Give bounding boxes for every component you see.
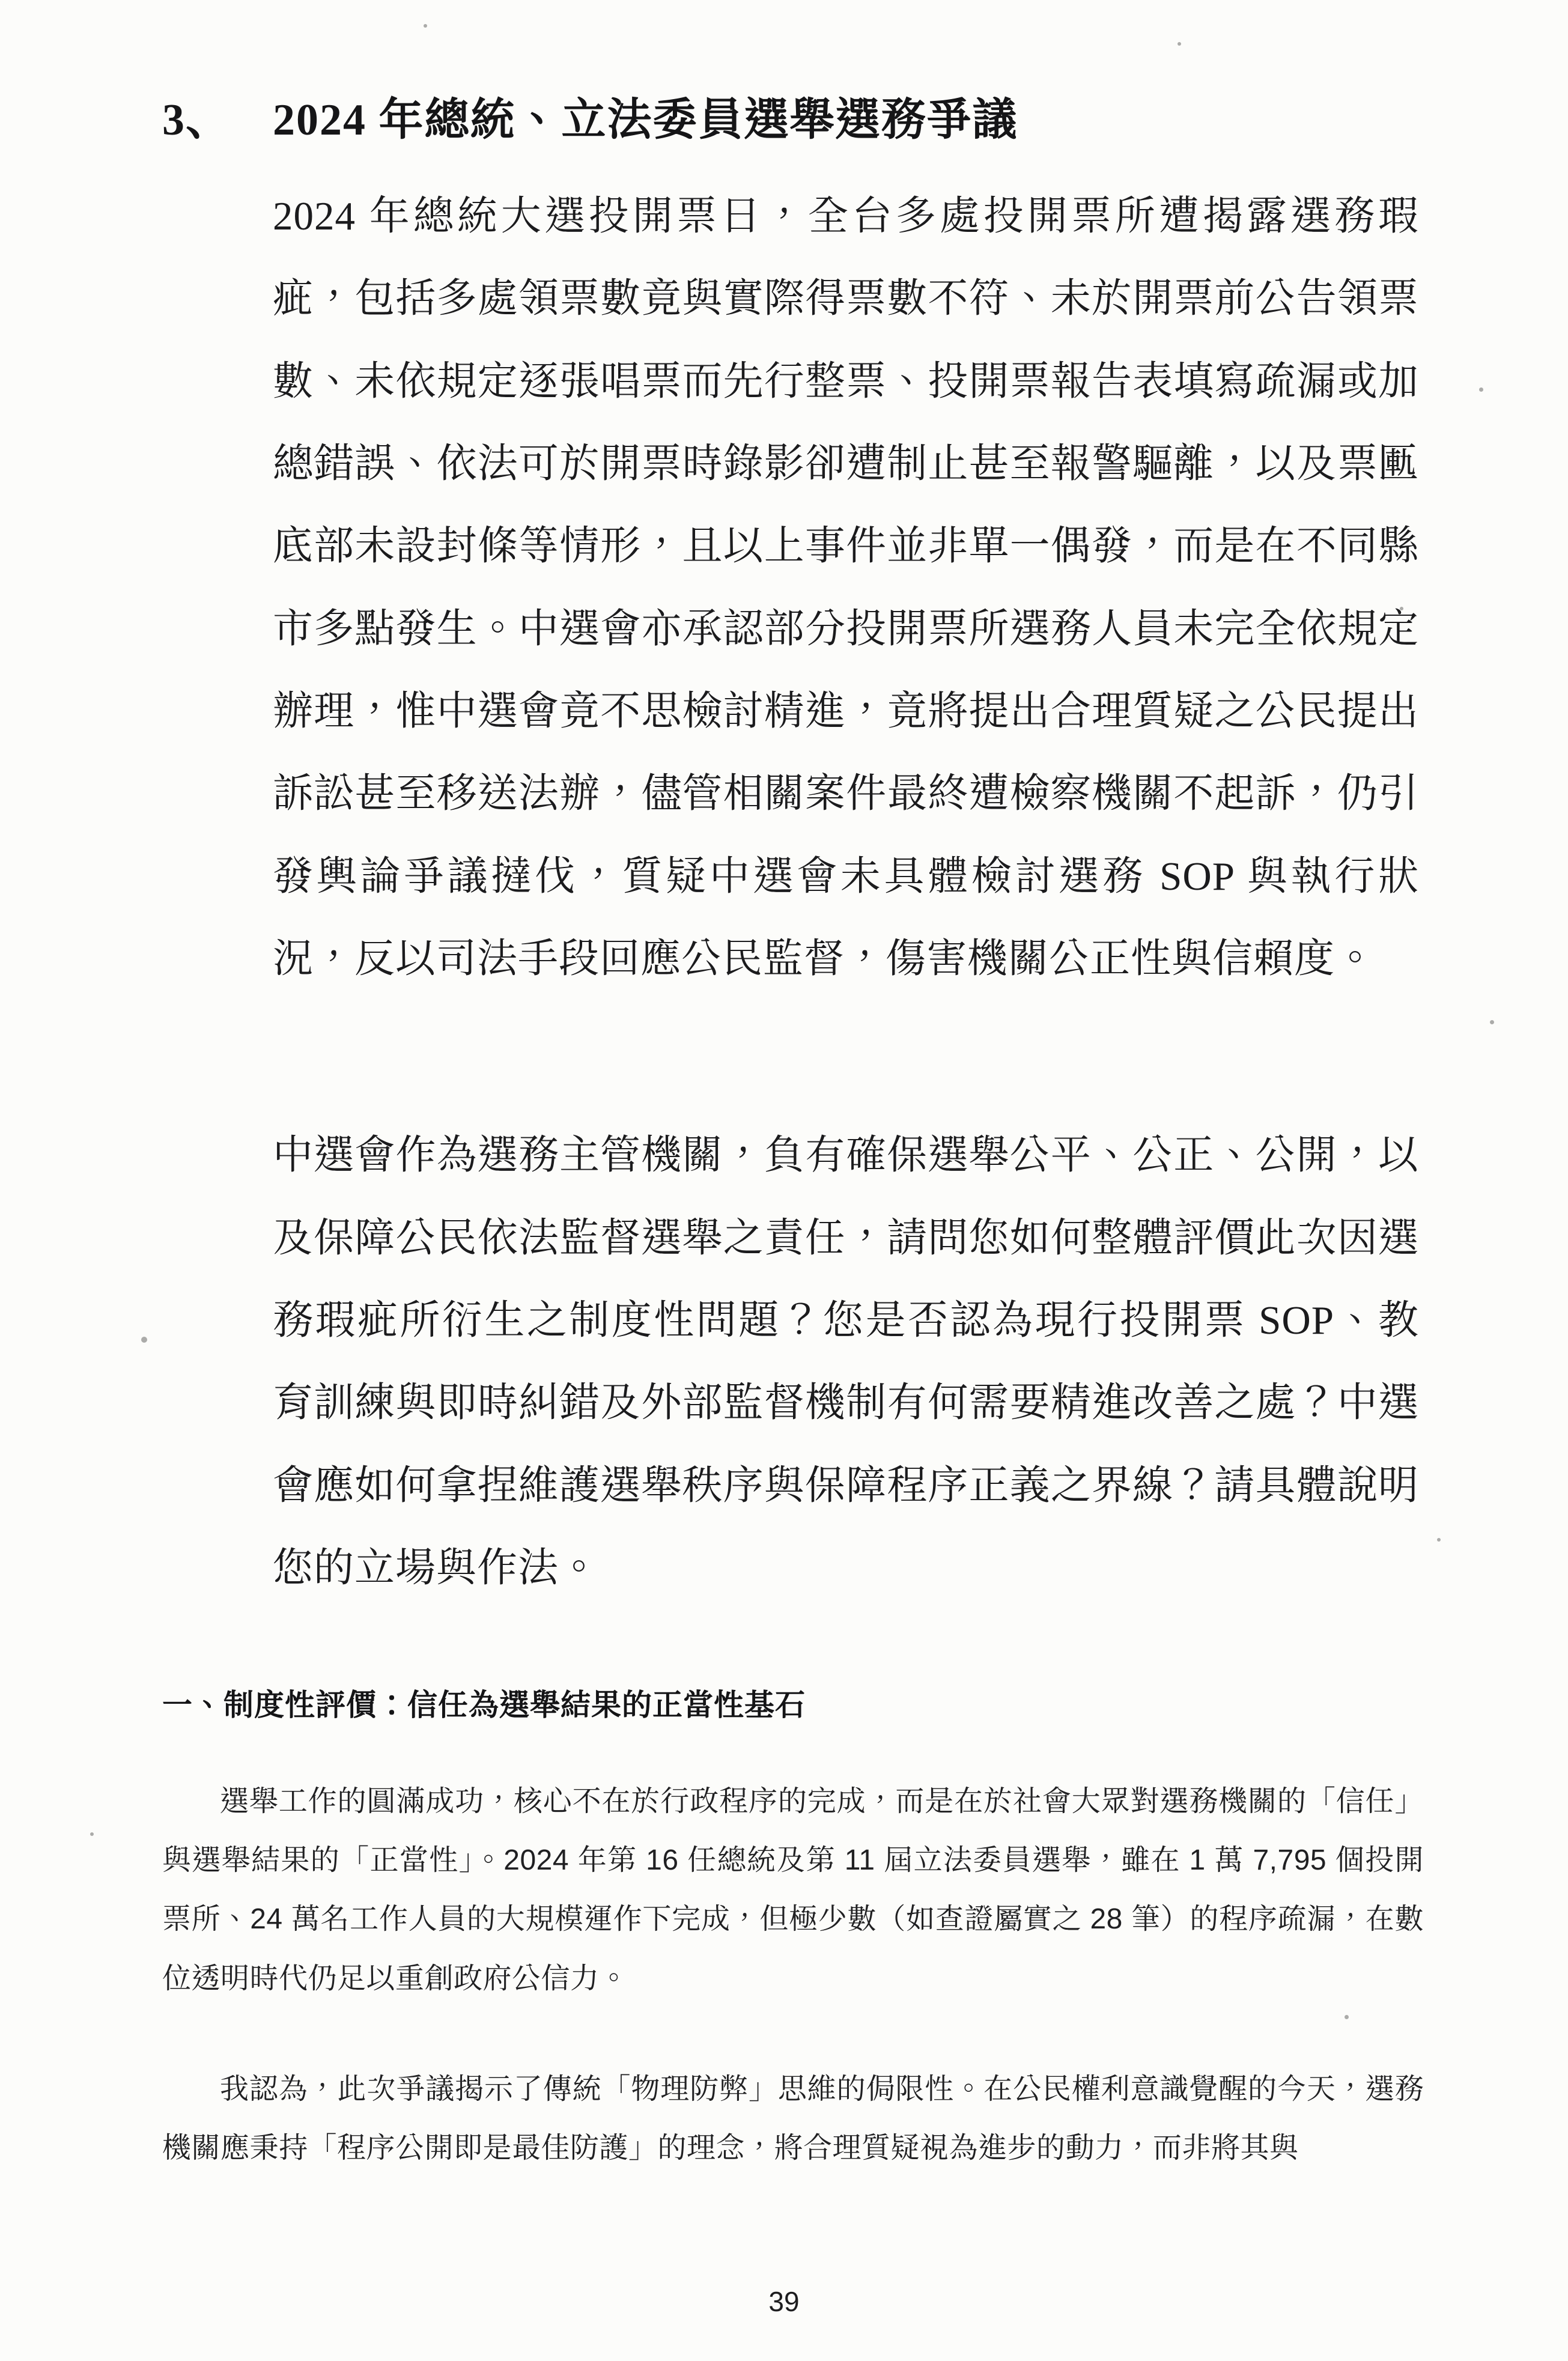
scan-speckle	[1479, 387, 1483, 392]
scan-speckle	[1075, 384, 1079, 388]
scan-speckle	[1178, 42, 1181, 46]
scan-speckle	[90, 1832, 94, 1836]
section-number: 3、	[162, 96, 231, 145]
question-paragraph-1: 2024 年總統大選投開票日，全台多處投開票所遭揭露選務瑕疵，包括多處領票數竟與實際得票數不符、未於開票前公告領票數、未依規定逐張唱票而先行整票、投開票報告表填寫疏漏或加總錯誤、依法可於開票時錄影卻遭制止甚至報警驅離，以及票匭底部未設封條等情形，且以上事件並非單一偶發，而是在不同縣市多點發生。中選會亦承認部分投開票所選務人員未完全依規定辦理，惟中選會竟不思檢討精進，竟將提出合理質疑之公民提出訴訟甚至移送法辦，儘管相關案件最終遭檢察機關不起訴，仍引發輿論爭議撻伐，質疑中選會未具體檢討選務 SOP 與執行狀況，反以司法手段回應公民監督，傷害機關公正性與信賴度。	[273, 194, 1419, 982]
scan-speckle	[1400, 607, 1403, 610]
page-number: 39	[768, 2286, 800, 2317]
scan-speckle	[1490, 1020, 1494, 1024]
answer-paragraph-2: 我認為，此次爭議揭示了傳統「物理防弊」思維的侷限性。在公民權利意識覺醒的今天，選務機關應秉持「程序公開即是最佳防護」的理念，將合理質疑視為進步的動力，而非將其與	[162, 2073, 1424, 2165]
section-title: 2024 年總統、立法委員選舉選務爭議	[273, 96, 1018, 145]
answer-block	[162, 1772, 1424, 2178]
scan-speckle	[1345, 2015, 1349, 2019]
scan-speckle	[1437, 1538, 1441, 1542]
section-heading	[162, 84, 1424, 148]
question-paragraph-2: 中選會作為選務主管機關，負有確保選舉公平、公正、公開，以及保障公民依法監督選舉之責任，請問您如何整體評價此次因選務瑕疵所衍生之制度性問題？您是否認為現行投開票 SOP、教育訓練與即時糾錯及外部監督機制有何需要精進改善之處？中選會應如何拿捏維護選舉秩序與保障程序正義之界線？請具體說明您的立場與作法。	[273, 1133, 1419, 1591]
scan-speckle	[141, 1337, 147, 1343]
question-block	[273, 175, 1419, 1610]
answer-section-heading: 一、制度性評價：信任為選舉結果的正當性基石	[162, 1688, 806, 1722]
answer-paragraph-1: 選舉工作的圓滿成功，核心不在於行政程序的完成，而是在於社會大眾對選務機關的「信任」與選舉結果的「正當性」。2024 年第 16 任總統及第 11 屆立法委員選舉，雖在 1 萬 7,795 個投開票所、24 萬名工作人員的大規模運作下完成，但極少數（如查證屬實之 28 筆）的程序疏漏，在數位透明時代仍足以重創政府公信力。	[162, 1785, 1424, 1995]
scan-speckle	[424, 24, 427, 28]
